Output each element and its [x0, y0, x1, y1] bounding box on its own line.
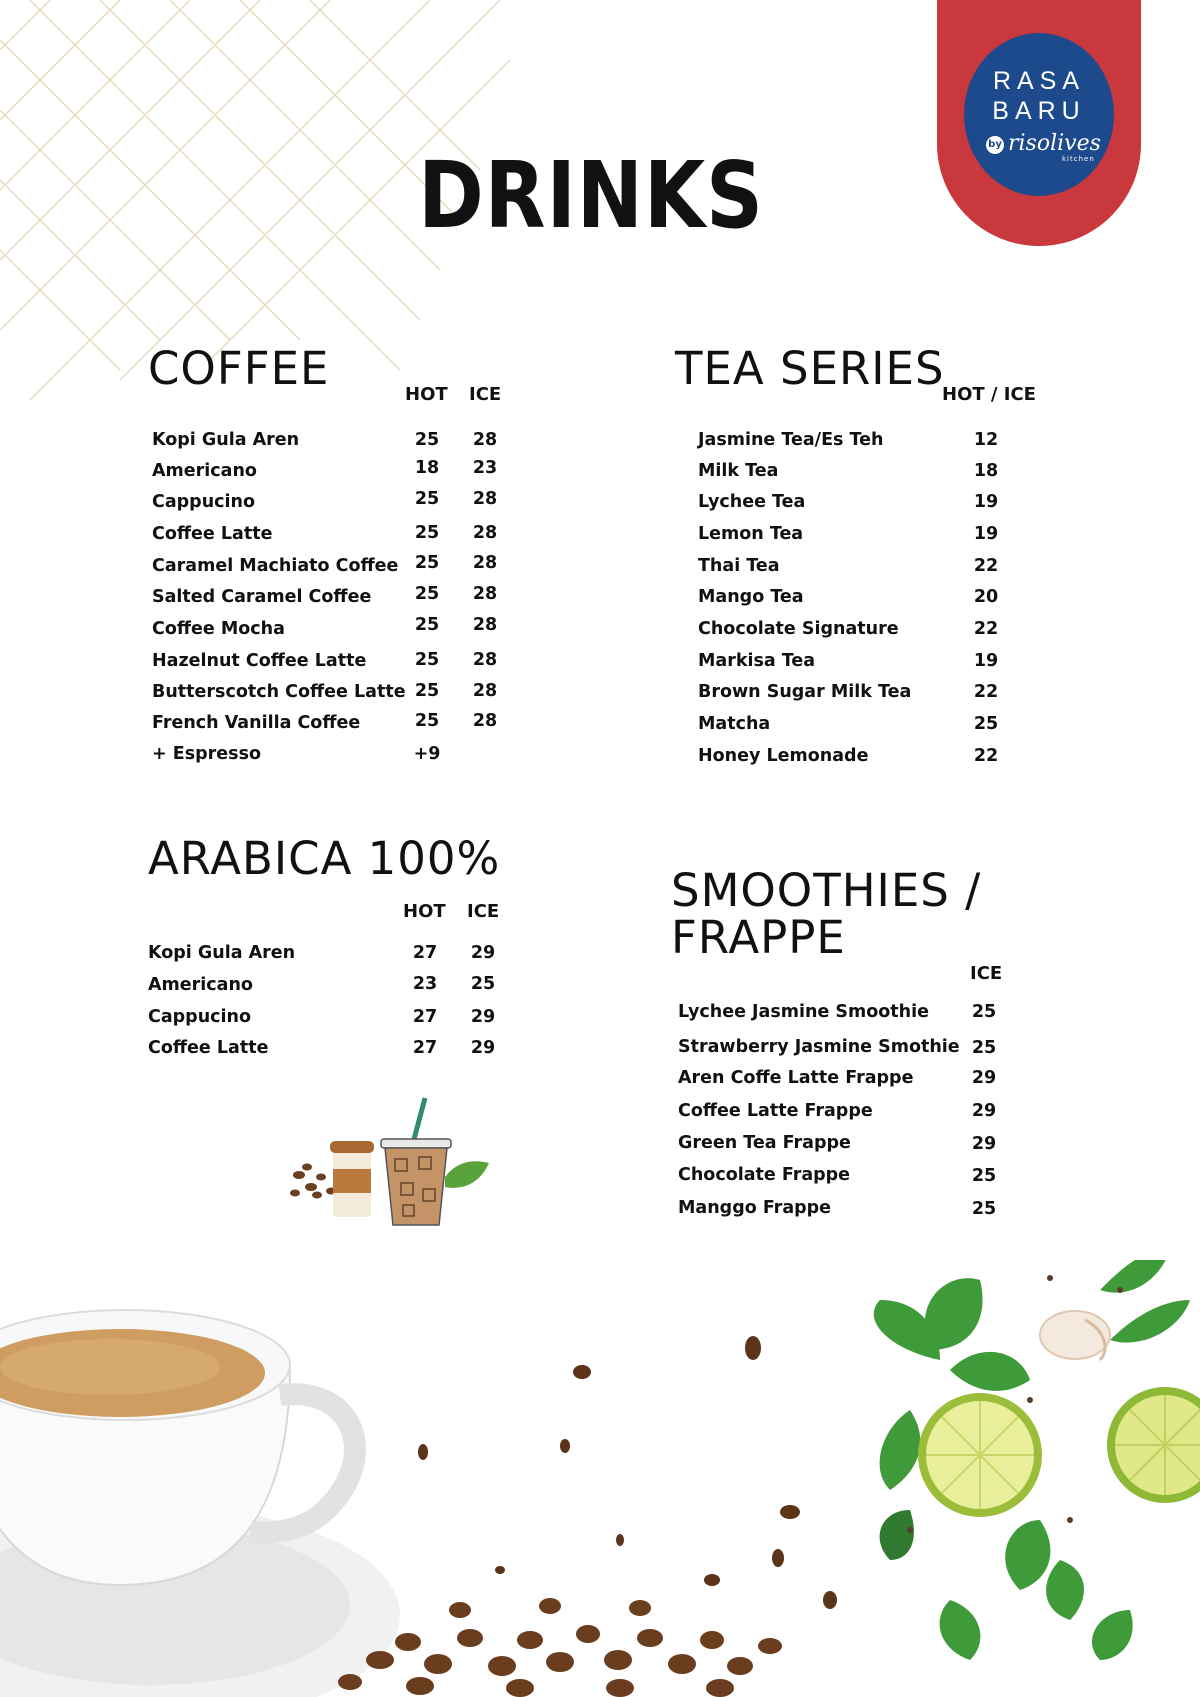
coffee-item-hot: 25 [414, 584, 440, 604]
smoothie-item-price: 29 [971, 1101, 997, 1121]
coffee-item-ice: 28 [472, 489, 498, 509]
coffee-item-ice: 28 [472, 681, 498, 701]
tea-item-name: Milk Tea [698, 461, 779, 481]
coffee-item-name: Salted Caramel Coffee [152, 587, 372, 607]
coffee-item-hot: 25 [414, 711, 440, 731]
arabica-item-name: Americano [148, 975, 253, 995]
coffee-beans-image [320, 1320, 880, 1697]
coffee-item-name: Kopi Gula Aren [152, 430, 300, 450]
smoothie-item-price: 25 [971, 1038, 997, 1058]
smoothie-item-name: Green Tea Frappe [678, 1133, 851, 1153]
tea-item-name: Jasmine Tea/Es Teh [698, 430, 884, 450]
coffee-item-name: Coffee Latte [152, 524, 273, 544]
coffee-item-ice: 28 [472, 553, 498, 573]
coffee-item-ice: 28 [472, 650, 498, 670]
arabica-item-name: Coffee Latte [148, 1038, 269, 1058]
coffee-title: COFFEE [148, 342, 330, 395]
tea-price-header: HOT / ICE [942, 384, 1036, 405]
coffee-item-name: Butterscotch Coffee Latte [152, 682, 406, 702]
tea-item-price: 22 [973, 556, 999, 576]
coffee-item-name: French Vanilla Coffee [152, 713, 361, 733]
tea-item-name: Markisa Tea [698, 651, 816, 671]
arabica-ice-header: ICE [467, 901, 500, 922]
coffee-item-name: Americano [152, 461, 257, 481]
tea-item-price: 22 [973, 682, 999, 702]
tea-item-name: Honey Lemonade [698, 746, 869, 766]
logo-text-rasa: RASA [992, 67, 1086, 95]
tea-item-price: 25 [973, 714, 999, 734]
arabica-item-ice: 29 [470, 1038, 496, 1058]
arabica-item-hot: 23 [412, 974, 438, 994]
arabica-item-ice: 29 [470, 943, 496, 963]
tea-item-price: 22 [973, 746, 999, 766]
coffee-cups-illustration [285, 1095, 495, 1230]
smoothies-title-line1: SMOOTHIES / [671, 864, 982, 917]
tea-item-name: Matcha [698, 714, 771, 734]
coffee-item-ice: 28 [472, 523, 498, 543]
logo-text-baru: BARU [992, 97, 1086, 125]
arabica-item-hot: 27 [412, 1007, 438, 1027]
tea-title: TEA SERIES [675, 342, 945, 395]
smoothie-item-price: 25 [971, 1002, 997, 1022]
coffee-item-hot: +9 [413, 744, 441, 764]
smoothies-ice-header: ICE [970, 963, 1003, 984]
smoothies-title-line2: FRAPPE [671, 911, 846, 964]
coffee-item-name: Cappucino [152, 492, 256, 512]
tea-item-name: Mango Tea [698, 587, 804, 607]
tea-item-price: 20 [973, 587, 999, 607]
coffee-item-name: Hazelnut Coffee Latte [152, 651, 367, 671]
logo-by-badge: by [986, 136, 1004, 154]
tea-item-price: 19 [973, 492, 999, 512]
coffee-item-ice: 28 [472, 615, 498, 635]
coffee-ice-header: ICE [469, 384, 502, 405]
tea-item-name: Lemon Tea [698, 524, 804, 544]
coffee-item-hot: 25 [414, 489, 440, 509]
smoothie-item-price: 25 [971, 1199, 997, 1219]
page-title: DRINKS [418, 142, 764, 249]
tea-item-name: Thai Tea [698, 556, 780, 576]
smoothie-item-name: Coffee Latte Frappe [678, 1101, 873, 1121]
smoothie-item-price: 29 [971, 1134, 997, 1154]
logo-brand-name: risolives [1008, 131, 1101, 156]
coffee-item-ice: 28 [472, 584, 498, 604]
coffee-item-ice: 28 [472, 430, 498, 450]
tea-item-name: Chocolate Signature [698, 619, 899, 639]
coffee-item-hot: 18 [414, 458, 440, 478]
tea-item-price: 19 [973, 651, 999, 671]
coffee-item-ice: 28 [472, 711, 498, 731]
coffee-item-hot: 25 [414, 615, 440, 635]
tea-item-price: 19 [973, 524, 999, 544]
smoothie-item-name: Manggo Frappe [678, 1198, 832, 1218]
coffee-item-name: + Espresso [152, 744, 262, 764]
coffee-item-hot: 25 [414, 430, 440, 450]
herbs-citrus-image [870, 1260, 1200, 1697]
arabica-item-hot: 27 [412, 1038, 438, 1058]
coffee-item-hot: 25 [414, 553, 440, 573]
tea-item-name: Brown Sugar Milk Tea [698, 682, 912, 702]
arabica-hot-header: HOT [403, 901, 446, 922]
tea-item-name: Lychee Tea [698, 492, 806, 512]
coffee-item-hot: 25 [414, 523, 440, 543]
smoothie-item-name: Chocolate Frappe [678, 1165, 851, 1185]
smoothie-item-name: Aren Coffe Latte Frappe [678, 1068, 914, 1088]
coffee-hot-header: HOT [405, 384, 448, 405]
logo-subtitle: kitchen [1062, 155, 1095, 163]
coffee-item-hot: 25 [414, 650, 440, 670]
coffee-item-ice: 23 [472, 458, 498, 478]
smoothie-item-price: 25 [971, 1166, 997, 1186]
arabica-item-hot: 27 [412, 943, 438, 963]
arabica-item-name: Kopi Gula Aren [148, 943, 296, 963]
arabica-title: ARABICA 100% [148, 832, 501, 885]
arabica-item-name: Cappucino [148, 1007, 252, 1027]
coffee-item-name: Coffee Mocha [152, 619, 285, 639]
tea-item-price: 12 [973, 430, 999, 450]
smoothie-item-price: 29 [971, 1068, 997, 1088]
coffee-item-name: Caramel Machiato Coffee [152, 556, 399, 576]
smoothie-item-name: Strawberry Jasmine Smothie [678, 1037, 960, 1057]
arabica-item-ice: 25 [470, 974, 496, 994]
tea-item-price: 18 [973, 461, 999, 481]
smoothie-item-name: Lychee Jasmine Smoothie [678, 1002, 929, 1022]
arabica-item-ice: 29 [470, 1007, 496, 1027]
coffee-item-hot: 25 [414, 681, 440, 701]
tea-item-price: 22 [973, 619, 999, 639]
